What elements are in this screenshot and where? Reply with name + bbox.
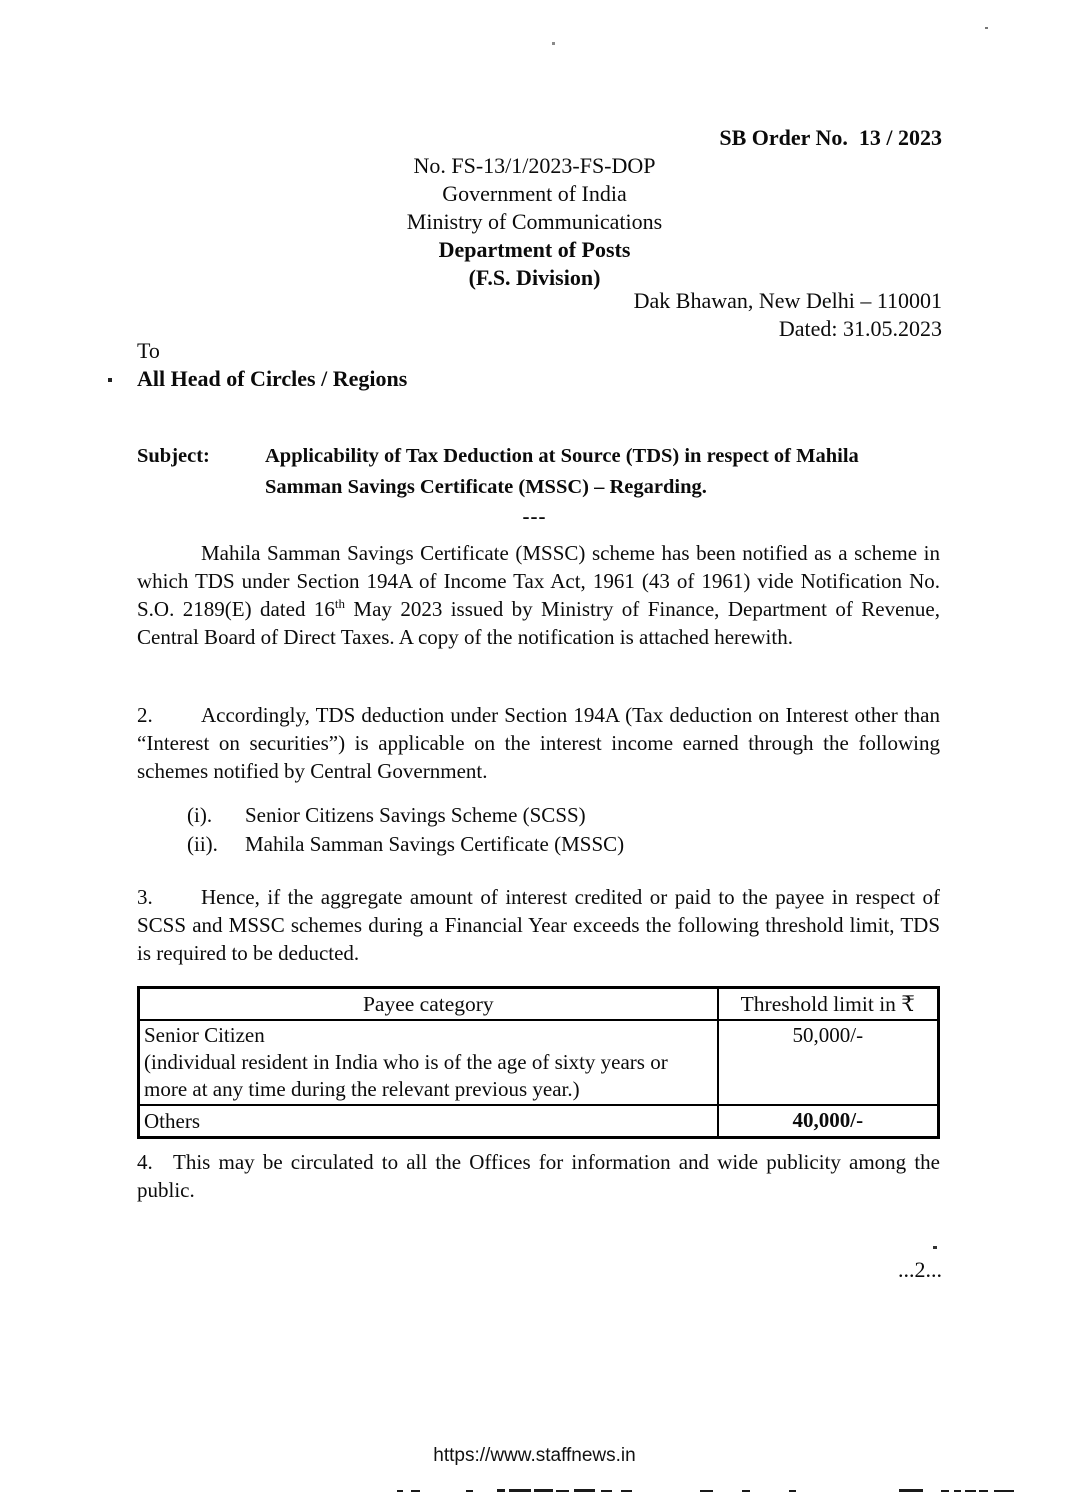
list-item-text: Mahila Samman Savings Certificate (MSSC) [245, 832, 625, 856]
list-item-text: Senior Citizens Savings Scheme (SCSS) [245, 803, 586, 827]
paragraph-1 [137, 539, 940, 651]
scan-edge-artifact [411, 1490, 420, 1492]
scan-edge-artifact [700, 1490, 713, 1492]
ordinal-superscript: th [334, 596, 345, 611]
scan-edge-artifact [397, 1490, 403, 1492]
scan-edge-artifact [601, 1490, 612, 1492]
address-date-block [634, 287, 942, 343]
paragraph-3-text: Hence, if the aggregate amount of interest credited or paid to the payee in respect of SCSS and MSSC schemes during a Financial Year exceeds the following threshold limit, TDS is required to be deducted. [137, 885, 940, 965]
scan-edge-artifact [742, 1490, 750, 1492]
table-row-senior-citizen [139, 1020, 939, 1105]
list-item [187, 801, 624, 830]
scan-edge-artifact [497, 1489, 505, 1492]
payee-category-cell [139, 1020, 718, 1105]
next-page-marker: ...2... [898, 1257, 942, 1282]
scan-edge-artifact [621, 1490, 632, 1492]
paragraph-4 [137, 1148, 940, 1204]
department-line: Department of Posts [438, 237, 631, 262]
watermark-url: https://www.staffnews.in [433, 1445, 636, 1466]
scan-speck [985, 27, 988, 29]
scan-edge-artifact [789, 1490, 796, 1492]
addressee: All Head of Circles / Regions [137, 366, 408, 391]
scan-edge-artifact [509, 1489, 531, 1492]
scan-edge-artifact [965, 1490, 976, 1492]
scan-edge-artifact [941, 1490, 949, 1492]
scan-edge-artifact [574, 1489, 595, 1492]
subject-label: Subject: [137, 445, 210, 467]
payee-category-title: Senior Citizen [144, 1023, 265, 1047]
subject-separator: --- [522, 504, 547, 528]
paragraph-4-text: This may be circulated to all the Offices for information and wide publicity among the public. [137, 1150, 940, 1202]
paragraph-2 [137, 701, 940, 785]
threshold-table [137, 986, 940, 1139]
scan-dot-artifact [933, 1246, 937, 1249]
threshold-limit-cell: 50,000/- [718, 1020, 939, 1105]
to-label: To [137, 338, 160, 363]
list-item [187, 830, 624, 859]
scan-edge-artifact [556, 1490, 569, 1492]
scan-edge-artifact [994, 1490, 1007, 1492]
office-address: Dak Bhawan, New Delhi – 110001 [633, 288, 942, 313]
scan-edge-artifact [954, 1490, 961, 1492]
scan-edge-artifact [899, 1489, 923, 1492]
subject-block [137, 441, 943, 503]
division-line: (F.S. Division) [468, 265, 601, 290]
paragraph-2-text: Accordingly, TDS deduction under Section 194A (Tax deduction on Interest other than “Interest on securities”) is applicable on the interest income earned through the following schemes notified by Central Government. [137, 703, 940, 783]
paragraph-4-number: 4. [137, 1150, 153, 1174]
threshold-limit-cell: 40,000/- [718, 1105, 939, 1138]
paragraph-1-text-a: Mahila Samman Savings Certificate (MSSC) scheme has been notified as a scheme in which TDS under Section 194A of Income Tax Act, 1961 (43 of 1961) vide Notification No. S.O. 2189(E) dated 16 [137, 541, 940, 621]
subject-text: Applicability of Tax Deduction at Source (TDS) in respect of Mahila Samman Savings Certificate (MSSC) – Regarding. [265, 445, 859, 498]
scheme-list [187, 801, 624, 859]
paragraph-3 [137, 883, 940, 967]
scan-dot-artifact [108, 378, 112, 382]
table-row-others [139, 1105, 939, 1138]
table-header-payee-category: Payee category [139, 988, 718, 1021]
scan-edge-artifact [466, 1490, 473, 1492]
scan-edge-artifact [979, 1490, 988, 1492]
recipient-block [137, 337, 407, 393]
table-header-row [139, 988, 939, 1021]
scan-edge-artifact [534, 1489, 553, 1492]
list-item-marker: (i). [187, 803, 213, 827]
paragraph-3-number: 3. [137, 885, 153, 909]
paragraph-2-number: 2. [137, 703, 153, 727]
government-line: Government of India [442, 181, 627, 206]
letterhead [0, 152, 1069, 292]
table-header-threshold-limit: Threshold limit in ₹ [718, 988, 939, 1021]
file-number: No. FS-13/1/2023-FS-DOP [413, 153, 656, 178]
list-item-marker: (ii). [187, 832, 218, 856]
scan-edge-artifact [1007, 1490, 1014, 1492]
letter-date: Dated: 31.05.2023 [778, 316, 942, 341]
payee-category-cell: Others [139, 1105, 718, 1138]
payee-category-detail: (individual resident in India who is of the age of sixty years or more at any time during the relevant previous year.) [144, 1050, 668, 1101]
ministry-line: Ministry of Communications [406, 209, 663, 234]
paragraph-1-text-b: May 2023 issued by Ministry of Finance, Department of Revenue, Central Board of Direct Taxes. A copy of the notification is attached herewith. [137, 597, 941, 649]
scan-speck [552, 42, 555, 45]
sb-order-number: SB Order No. 13 / 2023 [719, 125, 942, 150]
